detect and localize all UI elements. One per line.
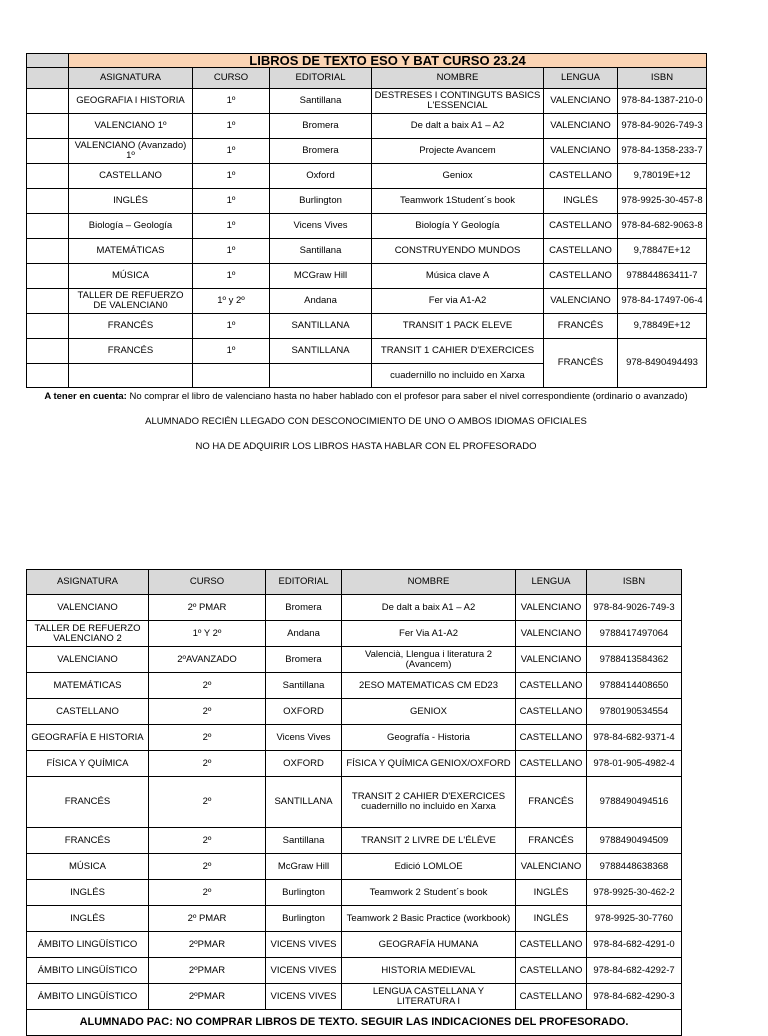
cell-asignatura: FÍSICA Y QUÍMICA — [27, 751, 149, 777]
cell-asignatura: TALLER DE REFUERZO VALENCIANO 2 — [27, 621, 149, 647]
cell-editorial: Burlington — [266, 906, 342, 932]
table-body — [27, 595, 682, 1010]
note-line-2: ALUMNADO RECIÉN LLEGADO CON DESCONOCIMIENTO DE UNO O AMBOS IDIOMAS OFICIALES — [145, 416, 587, 427]
cell-lengua: INGLÉS — [516, 906, 587, 932]
cell-isbn: 9780190534554 — [587, 699, 682, 725]
cell-nombre: TRANSIT 1 CAHIER D'EXERCICES — [372, 339, 544, 364]
cell-asignatura: FRANCÉS — [27, 777, 149, 828]
cell-lengua: VALENCIANO — [516, 595, 587, 621]
cell-asignatura: ÁMBITO LINGÜÍSTICO — [27, 958, 149, 984]
cell-curso: 1º — [193, 164, 270, 189]
cell-editorial: SANTILLANA — [270, 314, 372, 339]
cell-isbn: 978-84-1387-210-0 — [618, 89, 707, 114]
cell-asignatura: ÁMBITO LINGÜÍSTICO — [27, 932, 149, 958]
cell-nombre: 2ESO MATEMATICAS CM ED23 — [342, 673, 516, 699]
cell-nombre: Geniox — [372, 164, 544, 189]
table-row — [27, 164, 707, 189]
cell-nombre: Teamwork 1Student´s book — [372, 189, 544, 214]
table-row — [27, 314, 707, 339]
cell-nombre: Biología Y Geología — [372, 214, 544, 239]
cell-curso: 2º PMAR — [149, 595, 266, 621]
table-row — [27, 958, 682, 984]
table-body — [27, 89, 707, 339]
cell-asignatura: INGLÉS — [27, 880, 149, 906]
cell-curso: 2º — [149, 673, 266, 699]
table-row — [27, 984, 682, 1010]
header-nombre: NOMBRE — [342, 570, 516, 595]
cell-asignatura: FRANCÉS — [69, 339, 193, 364]
cell-nombre: CONSTRUYENDO MUNDOS — [372, 239, 544, 264]
cell-editorial: Burlington — [270, 189, 372, 214]
cell-lengua: CASTELLANO — [544, 264, 618, 289]
textbook-table-second-course — [26, 569, 682, 1036]
cell-isbn: 978-8490494493 — [618, 339, 707, 388]
cell-isbn: 9788490494516 — [587, 777, 682, 828]
table-row — [27, 89, 707, 114]
row-blank — [27, 89, 69, 114]
cell-curso: 1º — [193, 264, 270, 289]
cell-lengua: VALENCIANO — [544, 139, 618, 164]
cell-lengua: FRANCÉS — [544, 339, 618, 388]
cell-asignatura: FRANCÉS — [69, 314, 193, 339]
table-row — [27, 828, 682, 854]
row-blank — [27, 214, 69, 239]
table-row — [27, 621, 682, 647]
cell-empty — [69, 364, 193, 388]
cell-editorial: OXFORD — [266, 699, 342, 725]
row-blank — [27, 139, 69, 164]
cell-asignatura: VALENCIANO (Avanzado) 1º — [69, 139, 193, 164]
cell-nombre: Fer Via A1-A2 — [342, 621, 516, 647]
cell-empty — [193, 364, 270, 388]
header-asignatura: ASIGNATURA — [69, 68, 193, 89]
cell-asignatura: MATEMÁTICAS — [69, 239, 193, 264]
header-isbn: ISBN — [618, 68, 707, 89]
header-asignatura: ASIGNATURA — [27, 570, 149, 595]
cell-curso: 2º — [149, 854, 266, 880]
cell-curso: 1º y 2º — [193, 289, 270, 314]
cell-editorial: Santillana — [266, 828, 342, 854]
cell-curso: 1º — [193, 314, 270, 339]
cell-curso: 2ºPMAR — [149, 984, 266, 1010]
table-row — [27, 725, 682, 751]
cell-editorial: MCGraw Hill — [270, 264, 372, 289]
cell-isbn: 9788413584362 — [587, 647, 682, 673]
cell-editorial: Andana — [270, 289, 372, 314]
header-lengua: LENGUA — [544, 68, 618, 89]
table-row — [27, 699, 682, 725]
row-blank — [27, 264, 69, 289]
cell-isbn: 9788417497064 — [587, 621, 682, 647]
row-blank — [27, 189, 69, 214]
cell-curso: 1º Y 2º — [149, 621, 266, 647]
cell-isbn: 978-84-682-4292-7 — [587, 958, 682, 984]
cell-lengua: CASTELLANO — [516, 958, 587, 984]
cell-nombre: De dalt a baix A1 – A2 — [342, 595, 516, 621]
cell-editorial: Bromera — [270, 139, 372, 164]
table-row — [27, 264, 707, 289]
cell-nombre: Teamwork 2 Basic Practice (workbook) — [342, 906, 516, 932]
cell-nombre: FÍSICA Y QUÍMICA GENIOX/OXFORD — [342, 751, 516, 777]
cell-nombre: TRANSIT 1 PACK ELEVE — [372, 314, 544, 339]
table-row — [27, 673, 682, 699]
table-row — [27, 214, 707, 239]
cell-editorial: Santillana — [270, 239, 372, 264]
cell-curso: 1º — [193, 89, 270, 114]
cell-nombre: Música clave A — [372, 264, 544, 289]
cell-nombre: TRANSIT 2 LIVRE DE L'ÉLÈVE — [342, 828, 516, 854]
table-row — [27, 114, 707, 139]
cell-lengua: VALENCIANO — [516, 854, 587, 880]
table-row — [27, 189, 707, 214]
cell-isbn: 978-01-905-4982-4 — [587, 751, 682, 777]
cell-nombre: Valencià, Llengua i literatura 2 (Avancem) — [342, 647, 516, 673]
row-blank — [27, 114, 69, 139]
cell-editorial: Bromera — [270, 114, 372, 139]
cell-editorial: Oxford — [270, 164, 372, 189]
cell-asignatura: VALENCIANO — [27, 595, 149, 621]
cell-curso: 1º — [193, 189, 270, 214]
cell-isbn: 9788448638368 — [587, 854, 682, 880]
table-row — [27, 289, 707, 314]
cell-curso: 2ºPMAR — [149, 958, 266, 984]
table-row — [27, 932, 682, 958]
cell-asignatura: VALENCIANO 1º — [69, 114, 193, 139]
cell-isbn: 978-84-682-9063-8 — [618, 214, 707, 239]
table-row — [27, 139, 707, 164]
cell-isbn: 9,78849E+12 — [618, 314, 707, 339]
header-editorial: EDITORIAL — [270, 68, 372, 89]
cell-curso: 1º — [193, 339, 270, 364]
cell-editorial: VICENS VIVES — [266, 984, 342, 1010]
cell-isbn: 978-9925-30-457-8 — [618, 189, 707, 214]
cell-curso: 2º — [149, 828, 266, 854]
cell-editorial: Andana — [266, 621, 342, 647]
cell-nombre-note: cuadernillo no incluido en Xarxa — [372, 364, 544, 388]
header-isbn: ISBN — [587, 570, 682, 595]
cell-isbn: 978-84-1358-233-7 — [618, 139, 707, 164]
header-curso: CURSO — [149, 570, 266, 595]
cell-nombre: TRANSIT 2 CAHIER D'EXERCICES cuadernillo no incluido en Xarxa — [342, 777, 516, 828]
row-blank — [27, 239, 69, 264]
cell-lengua: CASTELLANO — [516, 932, 587, 958]
cell-editorial: SANTILLANA — [266, 777, 342, 828]
cell-isbn: 978-84-682-9371-4 — [587, 725, 682, 751]
cell-curso: 2º — [149, 880, 266, 906]
cell-nombre: De dalt a baix A1 – A2 — [372, 114, 544, 139]
row-blank — [27, 164, 69, 189]
header-blank — [27, 68, 69, 89]
cell-editorial: OXFORD — [266, 751, 342, 777]
cell-isbn: 978-84-17497-06-4 — [618, 289, 707, 314]
row-blank — [27, 339, 69, 364]
cell-isbn: 9,78019E+12 — [618, 164, 707, 189]
note-line-3: NO HA DE ADQUIRIR LOS LIBROS HASTA HABLAR CON EL PROFESORADO — [195, 441, 537, 452]
cell-lengua: CASTELLANO — [544, 239, 618, 264]
cell-asignatura: CASTELLANO — [69, 164, 193, 189]
cell-editorial: VICENS VIVES — [266, 958, 342, 984]
table-row — [27, 595, 682, 621]
cell-nombre: Teamwork 2 Student´s book — [342, 880, 516, 906]
cell-editorial: Burlington — [266, 880, 342, 906]
cell-isbn: 978844863411-7 — [618, 264, 707, 289]
cell-isbn: 978-84-9026-749-3 — [587, 595, 682, 621]
cell-isbn: 9788490494509 — [587, 828, 682, 854]
table-row — [27, 647, 682, 673]
row-blank — [27, 364, 69, 388]
table-row — [27, 751, 682, 777]
cell-lengua: FRANCÉS — [516, 777, 587, 828]
cell-lengua: CASTELLANO — [544, 214, 618, 239]
cell-editorial: Vicens Vives — [266, 725, 342, 751]
cell-editorial: VICENS VIVES — [266, 932, 342, 958]
table-row — [27, 906, 682, 932]
cell-asignatura: TALLER DE REFUERZO DE VALENCIAN0 — [69, 289, 193, 314]
cell-nombre: DESTRESES I CONTINGUTS BASICS L'ESSENCIAL — [372, 89, 544, 114]
header-lengua: LENGUA — [516, 570, 587, 595]
row-blank — [27, 314, 69, 339]
cell-asignatura: MÚSICA — [27, 854, 149, 880]
cell-lengua: VALENCIANO — [544, 89, 618, 114]
cell-nombre: GEOGRAFÍA HUMANA — [342, 932, 516, 958]
cell-curso: 1º — [193, 214, 270, 239]
cell-isbn: 9788414408650 — [587, 673, 682, 699]
note-line-1 — [26, 391, 706, 402]
table-row — [27, 339, 707, 364]
cell-lengua: CASTELLANO — [544, 164, 618, 189]
cell-editorial: SANTILLANA — [270, 339, 372, 364]
corner-cell — [27, 54, 69, 68]
cell-lengua: INGLÉS — [544, 189, 618, 214]
cell-lengua: VALENCIANO — [544, 289, 618, 314]
cell-nombre: Projecte Avancem — [372, 139, 544, 164]
cell-asignatura: MÚSICA — [69, 264, 193, 289]
cell-isbn: 978-84-682-4290-3 — [587, 984, 682, 1010]
cell-isbn: 9,78847E+12 — [618, 239, 707, 264]
note-text: No comprar el libro de valenciano hasta no haber hablado con el profesor para saber el nivel correspondiente (ordinario o avanzado) — [126, 391, 688, 402]
cell-curso: 2º PMAR — [149, 906, 266, 932]
footer-notice: ALUMNADO PAC: NO COMPRAR LIBROS DE TEXTO. SEGUIR LAS INDICACIONES DEL PROFESORADO. — [27, 1010, 682, 1036]
cell-asignatura: INGLÉS — [27, 906, 149, 932]
textbook-table-first-course — [26, 53, 707, 388]
cell-empty — [270, 364, 372, 388]
cell-lengua: CASTELLANO — [516, 751, 587, 777]
cell-asignatura: ÁMBITO LINGÜÍSTICO — [27, 984, 149, 1010]
cell-curso: 2º — [149, 777, 266, 828]
header-curso: CURSO — [193, 68, 270, 89]
cell-curso: 1º — [193, 114, 270, 139]
cell-curso: 2º — [149, 751, 266, 777]
cell-asignatura: VALENCIANO — [27, 647, 149, 673]
cell-lengua: VALENCIANO — [544, 114, 618, 139]
cell-editorial: Santillana — [270, 89, 372, 114]
cell-nombre: Geografía - Historia — [342, 725, 516, 751]
cell-isbn: 978-9925-30-462-2 — [587, 880, 682, 906]
cell-isbn: 978-9925-30-7760 — [587, 906, 682, 932]
cell-lengua: VALENCIANO — [516, 621, 587, 647]
cell-editorial: Santillana — [266, 673, 342, 699]
cell-lengua: CASTELLANO — [516, 699, 587, 725]
cell-lengua: CASTELLANO — [516, 725, 587, 751]
cell-lengua: VALENCIANO — [516, 647, 587, 673]
cell-isbn: 978-84-682-4291-0 — [587, 932, 682, 958]
cell-editorial: Vicens Vives — [270, 214, 372, 239]
cell-asignatura: MATEMÁTICAS — [27, 673, 149, 699]
header-editorial: EDITORIAL — [266, 570, 342, 595]
cell-curso: 1º — [193, 139, 270, 164]
cell-curso: 2º — [149, 699, 266, 725]
cell-editorial: Bromera — [266, 647, 342, 673]
cell-asignatura: FRANCÉS — [27, 828, 149, 854]
cell-asignatura: GEOGRAFÍA E HISTORIA — [27, 725, 149, 751]
cell-nombre: HISTORIA MEDIEVAL — [342, 958, 516, 984]
cell-curso: 2ºAVANZADO — [149, 647, 266, 673]
cell-lengua: CASTELLANO — [516, 673, 587, 699]
table-title: LIBROS DE TEXTO ESO Y BAT CURSO 23.24 — [69, 54, 707, 68]
cell-nombre: Edició LOMLOE — [342, 854, 516, 880]
cell-curso: 2ºPMAR — [149, 932, 266, 958]
cell-nombre: GENIOX — [342, 699, 516, 725]
table-row — [27, 239, 707, 264]
table-row — [27, 854, 682, 880]
table-row — [27, 880, 682, 906]
cell-curso: 1º — [193, 239, 270, 264]
cell-isbn: 978-84-9026-749-3 — [618, 114, 707, 139]
cell-lengua: INGLÉS — [516, 880, 587, 906]
header-nombre: NOMBRE — [372, 68, 544, 89]
cell-lengua: FRANCÉS — [544, 314, 618, 339]
cell-nombre: Fer via A1-A2 — [372, 289, 544, 314]
note-label: A tener en cuenta: — [44, 391, 127, 402]
cell-nombre: LENGUA CASTELLANA Y LITERATURA I — [342, 984, 516, 1010]
table-row — [27, 777, 682, 828]
row-blank — [27, 289, 69, 314]
cell-lengua: CASTELLANO — [516, 984, 587, 1010]
cell-editorial: McGraw Hill — [266, 854, 342, 880]
cell-asignatura: Biología – Geología — [69, 214, 193, 239]
cell-asignatura: GEOGRAFIA I HISTORIA — [69, 89, 193, 114]
cell-asignatura: CASTELLANO — [27, 699, 149, 725]
cell-curso: 2º — [149, 725, 266, 751]
cell-asignatura: INGLÉS — [69, 189, 193, 214]
cell-editorial: Bromera — [266, 595, 342, 621]
cell-lengua: FRANCÉS — [516, 828, 587, 854]
